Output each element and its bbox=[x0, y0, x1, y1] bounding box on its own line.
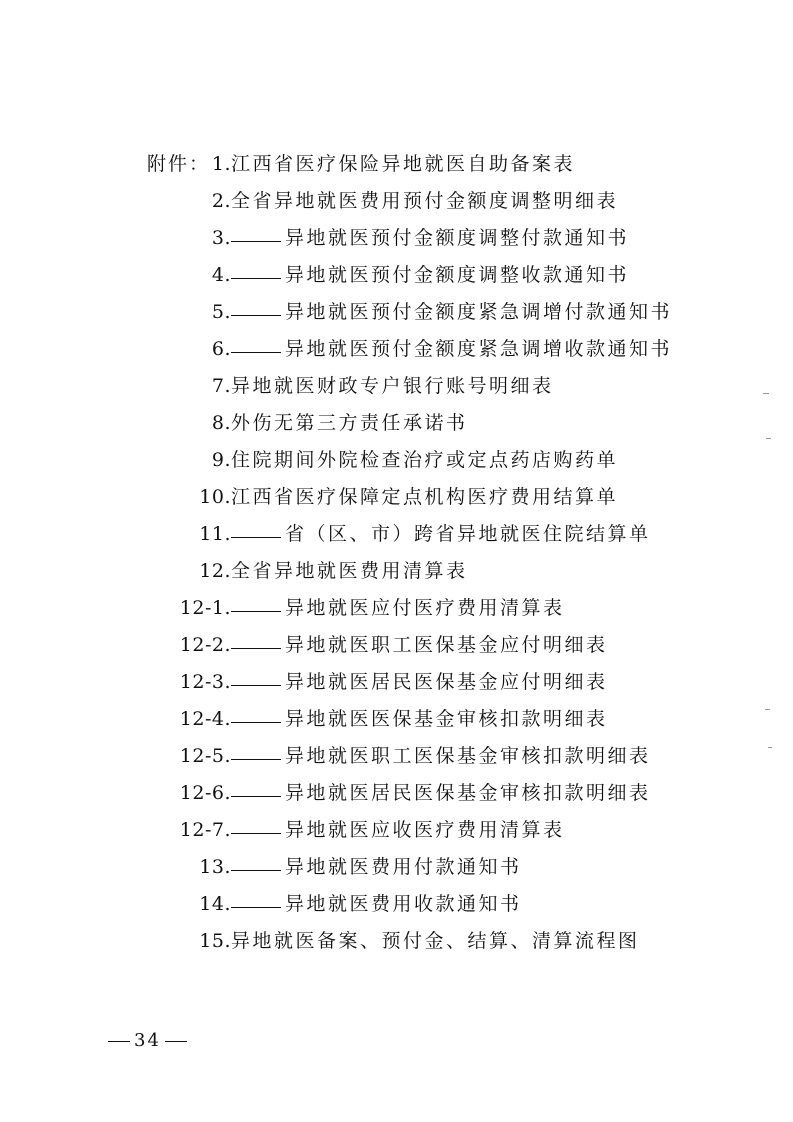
page-number: 34 bbox=[134, 1030, 161, 1051]
attachment-title-wrap bbox=[231, 812, 565, 848]
page-footer bbox=[104, 1028, 191, 1054]
attachment-title-wrap bbox=[231, 627, 608, 663]
attachment-item bbox=[0, 849, 793, 886]
attachment-prefix: 附件： bbox=[147, 153, 211, 175]
attachment-title-wrap bbox=[231, 479, 618, 515]
attachment-number: 12-7. bbox=[179, 819, 231, 841]
attachment-title-wrap bbox=[231, 664, 608, 700]
fill-in-blank bbox=[231, 626, 281, 649]
attachment-title: 异地就医医保基金审核扣款明细表 bbox=[285, 708, 608, 730]
attachment-title-wrap bbox=[231, 923, 640, 959]
attachment-number: 14. bbox=[199, 893, 231, 915]
attachment-number: 12-4. bbox=[179, 708, 231, 730]
attachment-title-wrap bbox=[231, 849, 522, 885]
footer-dash-left bbox=[108, 1041, 130, 1042]
attachment-title: 异地就医职工医保基金应付明细表 bbox=[285, 634, 608, 656]
attachment-number: 12-3. bbox=[179, 671, 231, 693]
attachment-title: 全省异地就医费用预付金额度调整明细表 bbox=[231, 190, 619, 212]
attachment-title: 住院期间外院检查治疗或定点药店购药单 bbox=[231, 449, 619, 471]
fill-in-blank bbox=[231, 219, 281, 242]
attachment-number: 12. bbox=[199, 560, 231, 582]
attachment-item bbox=[0, 479, 793, 516]
attachment-title: 异地就医费用付款通知书 bbox=[285, 856, 522, 878]
attachment-title-wrap bbox=[231, 257, 629, 293]
attachment-item bbox=[0, 368, 793, 405]
attachment-item bbox=[0, 738, 793, 775]
attachment-title: 异地就医费用收款通知书 bbox=[285, 893, 522, 915]
attachment-number: 12-2. bbox=[179, 634, 231, 656]
attachment-number: 2. bbox=[211, 190, 231, 212]
attachment-item bbox=[0, 664, 793, 701]
attachment-title-wrap bbox=[231, 553, 468, 589]
attachment-item bbox=[0, 146, 793, 183]
attachment-title: 外伤无第三方责任承诺书 bbox=[231, 412, 468, 434]
attachment-title-wrap bbox=[231, 146, 575, 182]
attachment-number: 15. bbox=[199, 930, 231, 952]
attachment-item bbox=[0, 886, 793, 923]
fill-in-blank bbox=[231, 515, 281, 538]
attachment-item bbox=[0, 405, 793, 442]
fill-in-blank bbox=[231, 774, 281, 797]
attachment-title: 异地就医居民医保基金应付明细表 bbox=[285, 671, 608, 693]
fill-in-blank bbox=[231, 811, 281, 834]
fill-in-blank bbox=[231, 737, 281, 760]
attachment-title: 异地就医应付医疗费用清算表 bbox=[285, 597, 565, 619]
attachment-title-wrap bbox=[231, 738, 651, 774]
fill-in-blank bbox=[231, 589, 281, 612]
attachment-number: 11. bbox=[199, 523, 231, 545]
attachment-number: 13. bbox=[199, 856, 231, 878]
attachment-title: 异地就医财政专户银行账号明细表 bbox=[231, 375, 554, 397]
attachment-title-wrap bbox=[231, 368, 554, 404]
attachment-title-wrap bbox=[231, 183, 618, 219]
attachment-number: 3. bbox=[211, 227, 231, 249]
attachment-title: 异地就医预付金额度调整收款通知书 bbox=[285, 264, 630, 286]
attachment-title: 异地就医应收医疗费用清算表 bbox=[285, 819, 565, 841]
attachment-item bbox=[0, 590, 793, 627]
attachment-number: 6. bbox=[211, 338, 231, 360]
attachment-title-wrap bbox=[231, 701, 608, 737]
attachment-item bbox=[0, 701, 793, 738]
attachment-item bbox=[0, 516, 793, 553]
scan-mark bbox=[768, 747, 772, 748]
attachment-item bbox=[0, 294, 793, 331]
fill-in-blank bbox=[231, 885, 281, 908]
attachment-title: 异地就医预付金额度紧急调增收款通知书 bbox=[285, 338, 673, 360]
fill-in-blank bbox=[231, 848, 281, 871]
footer-dash-right bbox=[165, 1041, 187, 1042]
attachment-number: 7. bbox=[211, 375, 231, 397]
attachment-number: 8. bbox=[211, 412, 231, 434]
attachment-title-wrap bbox=[231, 516, 651, 552]
scan-mark bbox=[763, 393, 769, 394]
attachment-title-wrap bbox=[231, 220, 629, 256]
attachment-title-wrap bbox=[231, 294, 672, 330]
attachment-title: 全省异地就医费用清算表 bbox=[231, 560, 468, 582]
attachment-item bbox=[0, 553, 793, 590]
attachment-title: 异地就医备案、预付金、结算、清算流程图 bbox=[231, 930, 640, 952]
attachment-item bbox=[0, 257, 793, 294]
attachment-title-wrap bbox=[231, 590, 565, 626]
attachment-item bbox=[0, 627, 793, 664]
attachment-item bbox=[0, 183, 793, 220]
attachment-item bbox=[0, 442, 793, 479]
attachment-number: 12-1. bbox=[179, 597, 231, 619]
attachment-title: 异地就医预付金额度调整付款通知书 bbox=[285, 227, 630, 249]
attachment-title-wrap bbox=[231, 331, 672, 367]
attachment-title: 异地就医预付金额度紧急调增付款通知书 bbox=[285, 301, 673, 323]
scan-mark bbox=[766, 438, 771, 439]
attachment-number: 12-5. bbox=[179, 745, 231, 767]
attachment-number: 10. bbox=[199, 486, 231, 508]
attachment-title: 江西省医疗保险异地就医自助备案表 bbox=[231, 153, 576, 175]
scan-mark bbox=[765, 709, 770, 710]
attachment-item bbox=[0, 812, 793, 849]
attachment-list bbox=[0, 146, 793, 960]
attachment-title-wrap bbox=[231, 775, 651, 811]
fill-in-blank bbox=[231, 256, 281, 279]
attachment-title-wrap bbox=[231, 405, 468, 441]
fill-in-blank bbox=[231, 293, 281, 316]
attachment-number: 12-6. bbox=[179, 782, 231, 804]
attachment-item bbox=[0, 775, 793, 812]
attachment-item bbox=[0, 331, 793, 368]
attachment-title-wrap bbox=[231, 442, 618, 478]
attachment-title: 异地就医居民医保基金审核扣款明细表 bbox=[285, 782, 651, 804]
attachment-title: 异地就医职工医保基金审核扣款明细表 bbox=[285, 745, 651, 767]
fill-in-blank bbox=[231, 330, 281, 353]
attachment-number: 1. bbox=[211, 153, 231, 175]
fill-in-blank bbox=[231, 663, 281, 686]
attachment-number: 4. bbox=[211, 264, 231, 286]
fill-in-blank bbox=[231, 700, 281, 723]
attachment-item bbox=[0, 923, 793, 960]
attachment-item bbox=[0, 220, 793, 257]
attachment-title: 江西省医疗保障定点机构医疗费用结算单 bbox=[231, 486, 619, 508]
attachment-number: 9. bbox=[211, 449, 231, 471]
attachment-title-wrap bbox=[231, 886, 522, 922]
attachment-number: 5. bbox=[211, 301, 231, 323]
attachment-title: 省（区、市）跨省异地就医住院结算单 bbox=[285, 523, 651, 545]
